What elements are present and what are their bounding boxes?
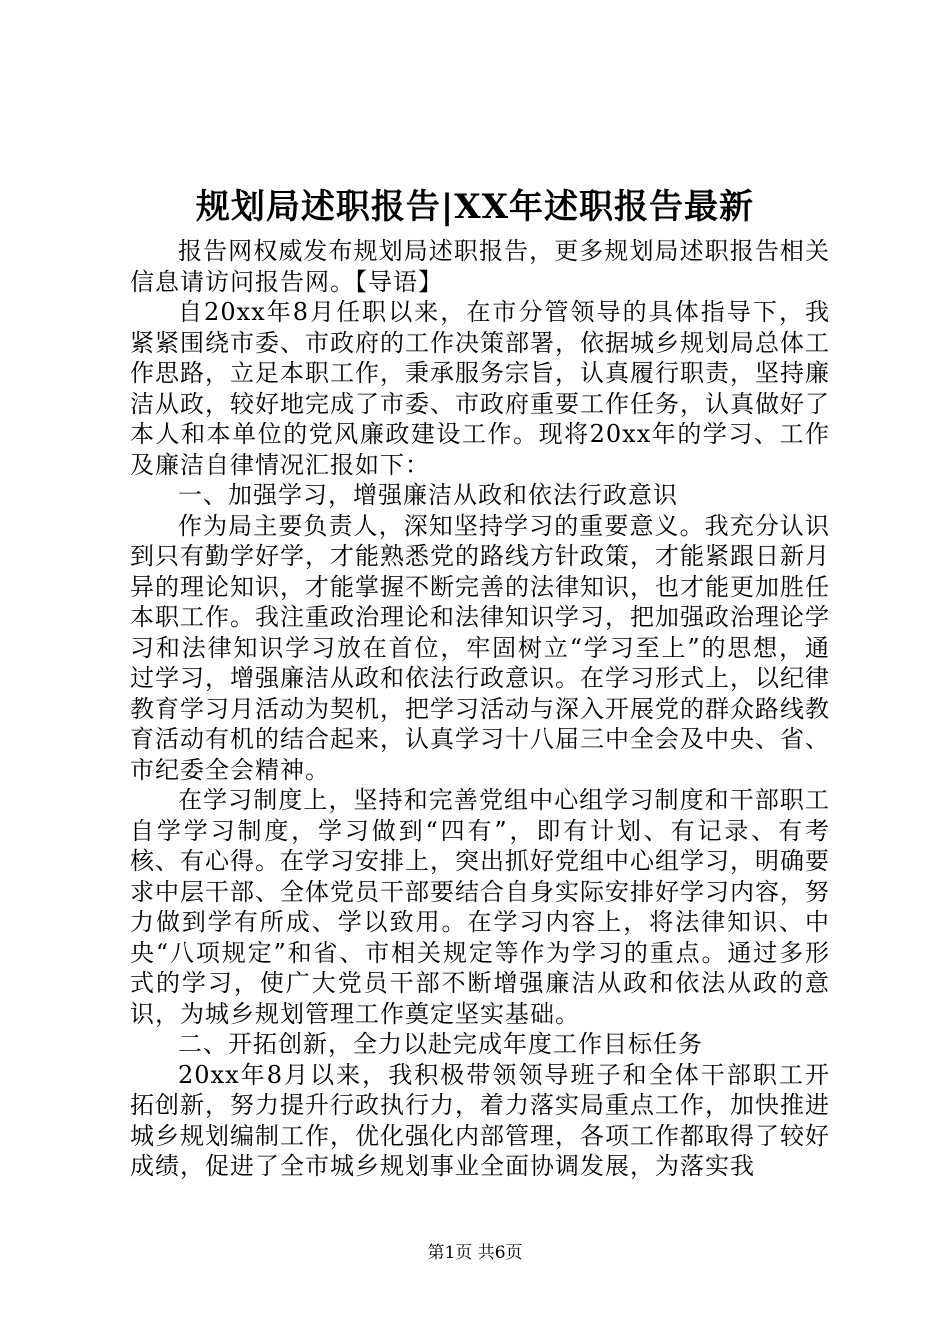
document-title: 规划局述职报告|XX年述职报告最新 — [195, 187, 755, 227]
page-footer: 第1页 共6页 — [427, 1243, 523, 1263]
paragraph-overview: 自20xx年8月任职以来，在市分管领导的具体指导下，我紧紧围绕市委、市政府的工作决策部署，依据城乡规划局总体工作思路，立足本职工作，秉承服务宗旨，认真履行职责，坚持廉洁从政，较好地完成了市委、市政府重要工作任务，认真做好了本人和本单位的党风廉政建设工作。现将20xx年的学习、工作及廉洁自律情况汇报如下： — [130, 298, 830, 479]
section-heading-2: 二、开拓创新，全力以赴完成年度工作目标任务 — [178, 1030, 703, 1058]
document-body — [130, 236, 830, 1182]
paragraph-study-importance: 作为局主要负责人，深知坚持学习的重要意义。我充分认识到只有勤学好学，才能熟悉党的路线方针政策，才能紧跟日新月异的理论知识，才能掌握不断完善的法律知识，也才能更加胜任本职工作。我注重政治理论和法律知识学习，把加强政治理论学习和法律知识学习放在首位，牢固树立“学习至上”的思想，通过学习，增强廉洁从政和依法行政意识。在学习形式上，以纪律教育学习月活动为契机，把学习活动与深入开展党的群众路线教育活动有机的结合起来，认真学习十八届三中全会及中央、省、市纪委全会精神。 — [130, 511, 830, 784]
paragraph-study-system: 在学习制度上，坚持和完善党组中心组学习制度和干部职工自学学习制度，学习做到“四有”，即有计划、有记录、有考核、有心得。在学习安排上，突出抓好党组中心组学习，明确要求中层干部、全体党员干部要结合自身实际安排好学习内容，努力做到学有所成、学以致用。在学习内容上，将法律知识、中央“八项规定”和省、市相关规定等作为学习的重点。通过多形式的学习，使广大党员干部不断增强廉洁从政和依法从政的意识，为城乡规划管理工作奠定坚实基础。 — [130, 786, 830, 1028]
paragraph-work-progress: 20xx年8月以来，我积极带领领导班子和全体干部职工开拓创新，努力提升行政执行力，着力落实局重点工作，加快推进城乡规划编制工作，优化强化内部管理，各项工作都取得了较好成绩，促进了全市城乡规划事业全面协调发展，为落实我 — [130, 1060, 830, 1180]
section-heading-1: 一、加强学习，增强廉洁从政和依法行政意识 — [178, 481, 678, 509]
paragraph-intro: 报告网权威发布规划局述职报告，更多规划局述职报告相关信息请访问报告网。【导语】 — [130, 237, 830, 296]
